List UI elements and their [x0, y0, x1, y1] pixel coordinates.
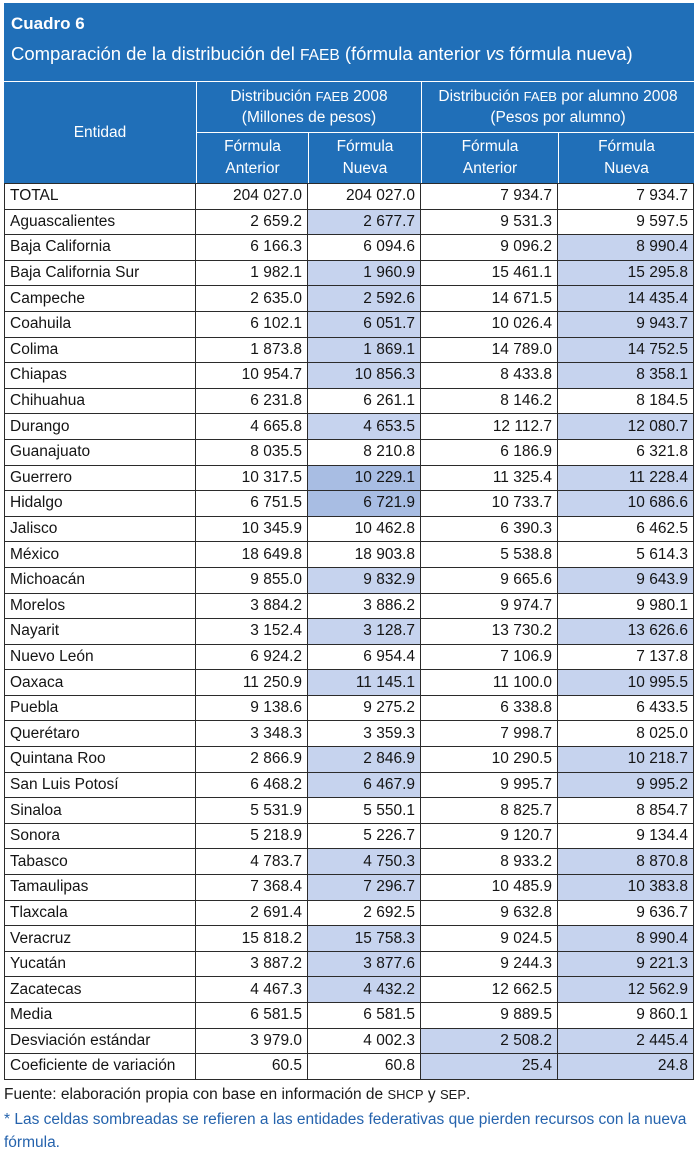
table-row [4, 875, 694, 901]
table-row [4, 747, 694, 773]
source-acronym-sep: SEP [440, 1087, 467, 1102]
cell-formula-nueva-por-alumno: 7 137.8 [558, 645, 694, 671]
cell-formula-anterior-por-alumno: 8 933.2 [421, 849, 558, 875]
entity-cell: Nuevo León [4, 645, 196, 671]
cell-formula-nueva-por-alumno: 8 854.7 [558, 798, 694, 824]
cell-formula-anterior-por-alumno: 9 096.2 [421, 235, 558, 261]
cell-formula-anterior-millones: 3 884.2 [196, 594, 308, 620]
cell-formula-nueva-millones: 4 750.3 [308, 849, 421, 875]
cell-formula-nueva-millones: 2 677.7 [308, 210, 421, 236]
cell-formula-nueva-por-alumno: 8 025.0 [558, 721, 694, 747]
subheader-line-2: Anterior [462, 160, 518, 177]
cell-formula-anterior-millones: 2 691.4 [196, 901, 308, 927]
entity-cell: Guerrero [4, 466, 196, 492]
cell-formula-anterior-por-alumno: 15 461.1 [421, 261, 558, 287]
cell-formula-anterior-por-alumno: 10 290.5 [421, 747, 558, 773]
cell-formula-anterior-millones: 18 649.8 [196, 542, 308, 568]
entity-cell: Veracruz [4, 926, 196, 952]
title-text-3: fórmula nueva) [504, 43, 633, 64]
table-row [4, 517, 694, 543]
table-row [4, 773, 694, 799]
cell-formula-nueva-millones: 3 877.6 [308, 952, 421, 978]
cell-formula-anterior-por-alumno: 10 026.4 [421, 312, 558, 338]
cell-formula-anterior-millones: 4 665.8 [196, 414, 308, 440]
cell-formula-nueva-millones: 6 094.6 [308, 235, 421, 261]
cell-formula-anterior-por-alumno: 10 733.7 [421, 491, 558, 517]
cell-formula-nueva-por-alumno: 8 358.1 [558, 363, 694, 389]
cell-formula-anterior-por-alumno: 25.4 [421, 1054, 558, 1080]
cell-formula-anterior-por-alumno: 9 889.5 [421, 1003, 558, 1029]
cell-formula-nueva-millones: 1 869.1 [308, 338, 421, 364]
table-row [4, 645, 694, 671]
entity-cell: Michoacán [4, 568, 196, 594]
table-row [4, 286, 694, 312]
title-text-2: (fórmula anterior [339, 43, 486, 64]
entity-cell: México [4, 542, 196, 568]
subheader-line-1: Fórmula [461, 138, 519, 155]
cell-formula-nueva-por-alumno: 6 433.5 [558, 696, 694, 722]
cell-formula-anterior-millones: 6 102.1 [196, 312, 308, 338]
cell-formula-anterior-por-alumno: 14 789.0 [421, 338, 558, 364]
table-row [4, 1029, 694, 1055]
group-title [230, 86, 387, 107]
subheader-formula-anterior-millones [196, 132, 308, 183]
cell-formula-anterior-millones: 2 659.2 [196, 210, 308, 236]
cell-formula-nueva-por-alumno: 10 686.6 [558, 491, 694, 517]
title-text-1: Comparación de la distribución del [11, 43, 300, 64]
cell-formula-anterior-por-alumno: 9 665.6 [421, 568, 558, 594]
entity-cell: Tamaulipas [4, 875, 196, 901]
entity-cell: Sinaloa [4, 798, 196, 824]
table-title-block [4, 3, 694, 81]
subheader-line-1: Fórmula [224, 138, 281, 155]
cell-formula-anterior-millones: 10 345.9 [196, 517, 308, 543]
cell-formula-anterior-millones: 60.5 [196, 1054, 308, 1080]
cell-formula-anterior-millones: 5 531.9 [196, 798, 308, 824]
cell-formula-anterior-por-alumno: 6 338.8 [421, 696, 558, 722]
group-title [438, 86, 677, 107]
cell-formula-anterior-millones: 4 467.3 [196, 977, 308, 1003]
table-row [4, 568, 694, 594]
cell-formula-anterior-millones: 11 250.9 [196, 670, 308, 696]
source-acronym-shcp: SHCP [387, 1087, 424, 1102]
cell-formula-anterior-millones: 9 138.6 [196, 696, 308, 722]
title-vs: vs [485, 43, 505, 64]
cell-formula-anterior-millones: 6 166.3 [196, 235, 308, 261]
cell-formula-anterior-por-alumno: 9 244.3 [421, 952, 558, 978]
cell-formula-anterior-millones: 3 979.0 [196, 1029, 308, 1055]
table-row [4, 261, 694, 287]
cell-formula-nueva-por-alumno: 14 435.4 [558, 286, 694, 312]
cell-formula-nueva-por-alumno: 13 626.6 [558, 619, 694, 645]
cell-formula-anterior-por-alumno: 7 106.9 [421, 645, 558, 671]
entity-cell: Oaxaca [4, 670, 196, 696]
cell-formula-nueva-millones: 204 027.0 [308, 184, 421, 210]
cell-formula-anterior-millones: 204 027.0 [196, 184, 308, 210]
column-group-distribucion-millones [196, 82, 421, 132]
cell-formula-nueva-millones: 4 432.2 [308, 977, 421, 1003]
source-text-3: . [466, 1086, 471, 1103]
entity-cell: Tlaxcala [4, 901, 196, 927]
group-title-text-2: 2008 [348, 88, 388, 105]
cell-formula-nueva-millones: 5 226.7 [308, 824, 421, 850]
entity-cell: Zacatecas [4, 977, 196, 1003]
cell-formula-nueva-millones: 5 550.1 [308, 798, 421, 824]
entity-cell: Desviación estándar [4, 1029, 196, 1055]
table-row [4, 721, 694, 747]
cell-formula-nueva-por-alumno: 8 990.4 [558, 235, 694, 261]
cell-formula-nueva-por-alumno: 9 643.9 [558, 568, 694, 594]
table-row [4, 824, 694, 850]
cell-formula-anterior-por-alumno: 8 146.2 [421, 389, 558, 415]
entity-cell: San Luis Potosí [4, 773, 196, 799]
column-header-entidad: Entidad [73, 124, 127, 141]
subheader-formula-anterior-por-alumno [421, 132, 558, 183]
table-row [4, 901, 694, 927]
entity-cell: Quintana Roo [4, 747, 196, 773]
cell-formula-nueva-millones: 9 275.2 [308, 696, 421, 722]
group-unit: (Millones de pesos) [241, 109, 377, 126]
cell-formula-anterior-por-alumno: 8 433.8 [421, 363, 558, 389]
entity-cell: Puebla [4, 696, 196, 722]
cell-formula-anterior-por-alumno: 7 998.7 [421, 721, 558, 747]
entity-cell: Colima [4, 338, 196, 364]
entity-cell: Baja California [4, 235, 196, 261]
cell-formula-nueva-millones: 10 856.3 [308, 363, 421, 389]
cell-formula-nueva-por-alumno: 12 080.7 [558, 414, 694, 440]
cell-formula-anterior-por-alumno: 9 632.8 [421, 901, 558, 927]
table-row [4, 440, 694, 466]
cell-formula-anterior-millones: 3 887.2 [196, 952, 308, 978]
table-row [4, 696, 694, 722]
entity-cell: Guanajuato [4, 440, 196, 466]
cell-formula-nueva-millones: 8 210.8 [308, 440, 421, 466]
cell-formula-anterior-millones: 7 368.4 [196, 875, 308, 901]
group-title-text-1: Distribución [438, 88, 524, 105]
group-title-acronym: FAEB [315, 89, 349, 104]
table-row [4, 363, 694, 389]
cell-formula-anterior-millones: 2 635.0 [196, 286, 308, 312]
title-acronym: FAEB [299, 47, 340, 64]
cell-formula-anterior-por-alumno: 7 934.7 [421, 184, 558, 210]
entity-cell: Campeche [4, 286, 196, 312]
subheader-formula-nueva-millones [308, 132, 421, 183]
table-row [4, 977, 694, 1003]
entity-cell: Morelos [4, 594, 196, 620]
cell-formula-anterior-millones: 9 855.0 [196, 568, 308, 594]
cell-formula-anterior-por-alumno: 9 974.7 [421, 594, 558, 620]
cell-formula-nueva-por-alumno: 9 995.2 [558, 773, 694, 799]
cell-formula-nueva-por-alumno: 15 295.8 [558, 261, 694, 287]
group-unit: (Pesos por alumno) [490, 109, 626, 126]
group-title-text-2: por alumno 2008 [556, 88, 678, 105]
entity-cell: Coahuila [4, 312, 196, 338]
cell-formula-nueva-por-alumno: 2 445.4 [558, 1029, 694, 1055]
cell-formula-anterior-por-alumno: 9 120.7 [421, 824, 558, 850]
cell-formula-nueva-millones: 6 261.1 [308, 389, 421, 415]
cell-formula-nueva-por-alumno: 9 980.1 [558, 594, 694, 620]
table-row [4, 798, 694, 824]
table-row [4, 414, 694, 440]
cell-formula-nueva-millones: 6 467.9 [308, 773, 421, 799]
cell-formula-anterior-por-alumno: 10 485.9 [421, 875, 558, 901]
cell-formula-anterior-millones: 6 468.2 [196, 773, 308, 799]
cell-formula-anterior-millones: 3 348.3 [196, 721, 308, 747]
subheader-line-2: Nueva [342, 160, 388, 177]
source-text-2: y [423, 1086, 440, 1103]
group-title-text-1: Distribución [230, 88, 316, 105]
table-body [4, 183, 694, 1080]
entity-cell: Chihuahua [4, 389, 196, 415]
cell-formula-nueva-por-alumno: 24.8 [558, 1054, 694, 1080]
cell-formula-nueva-por-alumno: 12 562.9 [558, 977, 694, 1003]
cell-formula-nueva-millones: 4 002.3 [308, 1029, 421, 1055]
table-row [4, 312, 694, 338]
entity-cell: TOTAL [4, 184, 196, 210]
cell-formula-nueva-millones: 10 229.1 [308, 466, 421, 492]
entity-cell: Tabasco [4, 849, 196, 875]
cell-formula-nueva-por-alumno: 6 321.8 [558, 440, 694, 466]
entity-cell: Media [4, 1003, 196, 1029]
cell-formula-anterior-por-alumno: 6 186.9 [421, 440, 558, 466]
cell-formula-nueva-por-alumno: 6 462.5 [558, 517, 694, 543]
cell-formula-nueva-millones: 6 581.5 [308, 1003, 421, 1029]
cell-formula-nueva-por-alumno: 9 943.7 [558, 312, 694, 338]
cell-formula-nueva-millones: 15 758.3 [308, 926, 421, 952]
table-row [4, 1054, 694, 1080]
cell-formula-anterior-por-alumno: 13 730.2 [421, 619, 558, 645]
cell-formula-nueva-millones: 6 954.4 [308, 645, 421, 671]
cell-formula-nueva-por-alumno: 5 614.3 [558, 542, 694, 568]
cell-formula-nueva-por-alumno: 14 752.5 [558, 338, 694, 364]
cell-formula-anterior-por-alumno: 8 825.7 [421, 798, 558, 824]
cell-formula-nueva-por-alumno: 8 870.8 [558, 849, 694, 875]
table-title [11, 42, 694, 68]
cell-formula-anterior-millones: 8 035.5 [196, 440, 308, 466]
cell-formula-nueva-millones: 6 721.9 [308, 491, 421, 517]
cell-formula-nueva-por-alumno: 10 383.8 [558, 875, 694, 901]
cell-formula-nueva-por-alumno: 9 860.1 [558, 1003, 694, 1029]
entity-cell: Querétaro [4, 721, 196, 747]
cell-formula-nueva-millones: 3 128.7 [308, 619, 421, 645]
cell-formula-nueva-por-alumno: 8 990.4 [558, 926, 694, 952]
source-note [4, 1085, 470, 1105]
column-group-distribucion-por-alumno [421, 82, 694, 132]
cell-formula-nueva-millones: 9 832.9 [308, 568, 421, 594]
cell-formula-anterior-millones: 10 317.5 [196, 466, 308, 492]
cell-formula-anterior-por-alumno: 5 538.8 [421, 542, 558, 568]
cell-formula-nueva-millones: 4 653.5 [308, 414, 421, 440]
table-row [4, 849, 694, 875]
entity-cell: Hidalgo [4, 491, 196, 517]
cell-formula-anterior-millones: 6 231.8 [196, 389, 308, 415]
cell-formula-anterior-millones: 6 581.5 [196, 1003, 308, 1029]
cell-formula-anterior-millones: 2 866.9 [196, 747, 308, 773]
subheader-line-1: Fórmula [598, 138, 655, 155]
subheader-line-1: Fórmula [336, 138, 394, 155]
table-number: Cuadro 6 [11, 14, 85, 33]
cell-formula-nueva-millones: 2 592.6 [308, 286, 421, 312]
table-row [4, 389, 694, 415]
cell-formula-nueva-millones: 3 886.2 [308, 594, 421, 620]
cell-formula-nueva-por-alumno: 9 597.5 [558, 210, 694, 236]
cell-formula-anterior-millones: 15 818.2 [196, 926, 308, 952]
cell-formula-anterior-millones: 6 924.2 [196, 645, 308, 671]
table-row [4, 594, 694, 620]
cell-formula-nueva-millones: 11 145.1 [308, 670, 421, 696]
cell-formula-nueva-millones: 7 296.7 [308, 875, 421, 901]
cell-formula-anterior-por-alumno: 12 112.7 [421, 414, 558, 440]
table-row [4, 338, 694, 364]
cell-formula-anterior-por-alumno: 12 662.5 [421, 977, 558, 1003]
cell-formula-anterior-por-alumno: 9 024.5 [421, 926, 558, 952]
table-row [4, 670, 694, 696]
cell-formula-anterior-millones: 6 751.5 [196, 491, 308, 517]
cell-formula-anterior-millones: 10 954.7 [196, 363, 308, 389]
cell-formula-nueva-por-alumno: 8 184.5 [558, 389, 694, 415]
cell-formula-nueva-por-alumno: 9 221.3 [558, 952, 694, 978]
source-text-1: Fuente: elaboración propia con base en información de [4, 1086, 388, 1103]
subheader-line-2: Anterior [225, 160, 280, 177]
entity-cell: Yucatán [4, 952, 196, 978]
cell-formula-nueva-millones: 18 903.8 [308, 542, 421, 568]
cell-formula-nueva-millones: 3 359.3 [308, 721, 421, 747]
subheader-formula-nueva-por-alumno [558, 132, 694, 183]
entity-cell: Coeficiente de variación [4, 1054, 196, 1080]
cell-formula-anterior-por-alumno: 9 995.7 [421, 773, 558, 799]
cell-formula-nueva-por-alumno: 7 934.7 [558, 184, 694, 210]
cell-formula-nueva-millones: 2 692.5 [308, 901, 421, 927]
table-row [4, 466, 694, 492]
subheader-line-2: Nueva [604, 160, 649, 177]
cell-formula-nueva-por-alumno: 9 134.4 [558, 824, 694, 850]
cell-formula-nueva-por-alumno: 10 218.7 [558, 747, 694, 773]
entity-cell: Baja California Sur [4, 261, 196, 287]
cell-formula-anterior-por-alumno: 14 671.5 [421, 286, 558, 312]
cell-formula-anterior-por-alumno: 11 100.0 [421, 670, 558, 696]
cell-formula-nueva-millones: 2 846.9 [308, 747, 421, 773]
table-row [4, 210, 694, 236]
cell-formula-anterior-millones: 1 982.1 [196, 261, 308, 287]
entity-cell: Nayarit [4, 619, 196, 645]
cell-formula-nueva-por-alumno: 9 636.7 [558, 901, 694, 927]
cell-formula-nueva-millones: 6 051.7 [308, 312, 421, 338]
table-row-total [4, 184, 694, 210]
cell-formula-anterior-millones: 5 218.9 [196, 824, 308, 850]
table-row [4, 491, 694, 517]
cell-formula-nueva-por-alumno: 10 995.5 [558, 670, 694, 696]
cell-formula-nueva-millones: 1 960.9 [308, 261, 421, 287]
cell-formula-nueva-millones: 60.8 [308, 1054, 421, 1080]
group-title-acronym: FAEB [523, 89, 557, 104]
entity-cell: Aguascalientes [4, 210, 196, 236]
entity-cell: Sonora [4, 824, 196, 850]
cell-formula-anterior-por-alumno: 11 325.4 [421, 466, 558, 492]
table-row [4, 542, 694, 568]
table-row [4, 926, 694, 952]
table-row [4, 1003, 694, 1029]
table-row [4, 235, 694, 261]
shading-footnote: * Las celdas sombreadas se refieren a las entidades federativas que pierden recursos con la nueva fórmula. [4, 1111, 687, 1151]
cell-formula-anterior-por-alumno: 9 531.3 [421, 210, 558, 236]
table-row [4, 952, 694, 978]
cell-formula-anterior-millones: 1 873.8 [196, 338, 308, 364]
entity-cell: Chiapas [4, 363, 196, 389]
entity-cell: Durango [4, 414, 196, 440]
faeb-table [4, 3, 694, 1080]
cell-formula-anterior-por-alumno: 2 508.2 [421, 1029, 558, 1055]
table-header [4, 82, 694, 183]
cell-formula-nueva-millones: 10 462.8 [308, 517, 421, 543]
cell-formula-nueva-por-alumno: 11 228.4 [558, 466, 694, 492]
cell-formula-anterior-millones: 3 152.4 [196, 619, 308, 645]
cell-formula-anterior-por-alumno: 6 390.3 [421, 517, 558, 543]
table-row [4, 619, 694, 645]
cell-formula-anterior-millones: 4 783.7 [196, 849, 308, 875]
entity-cell: Jalisco [4, 517, 196, 543]
